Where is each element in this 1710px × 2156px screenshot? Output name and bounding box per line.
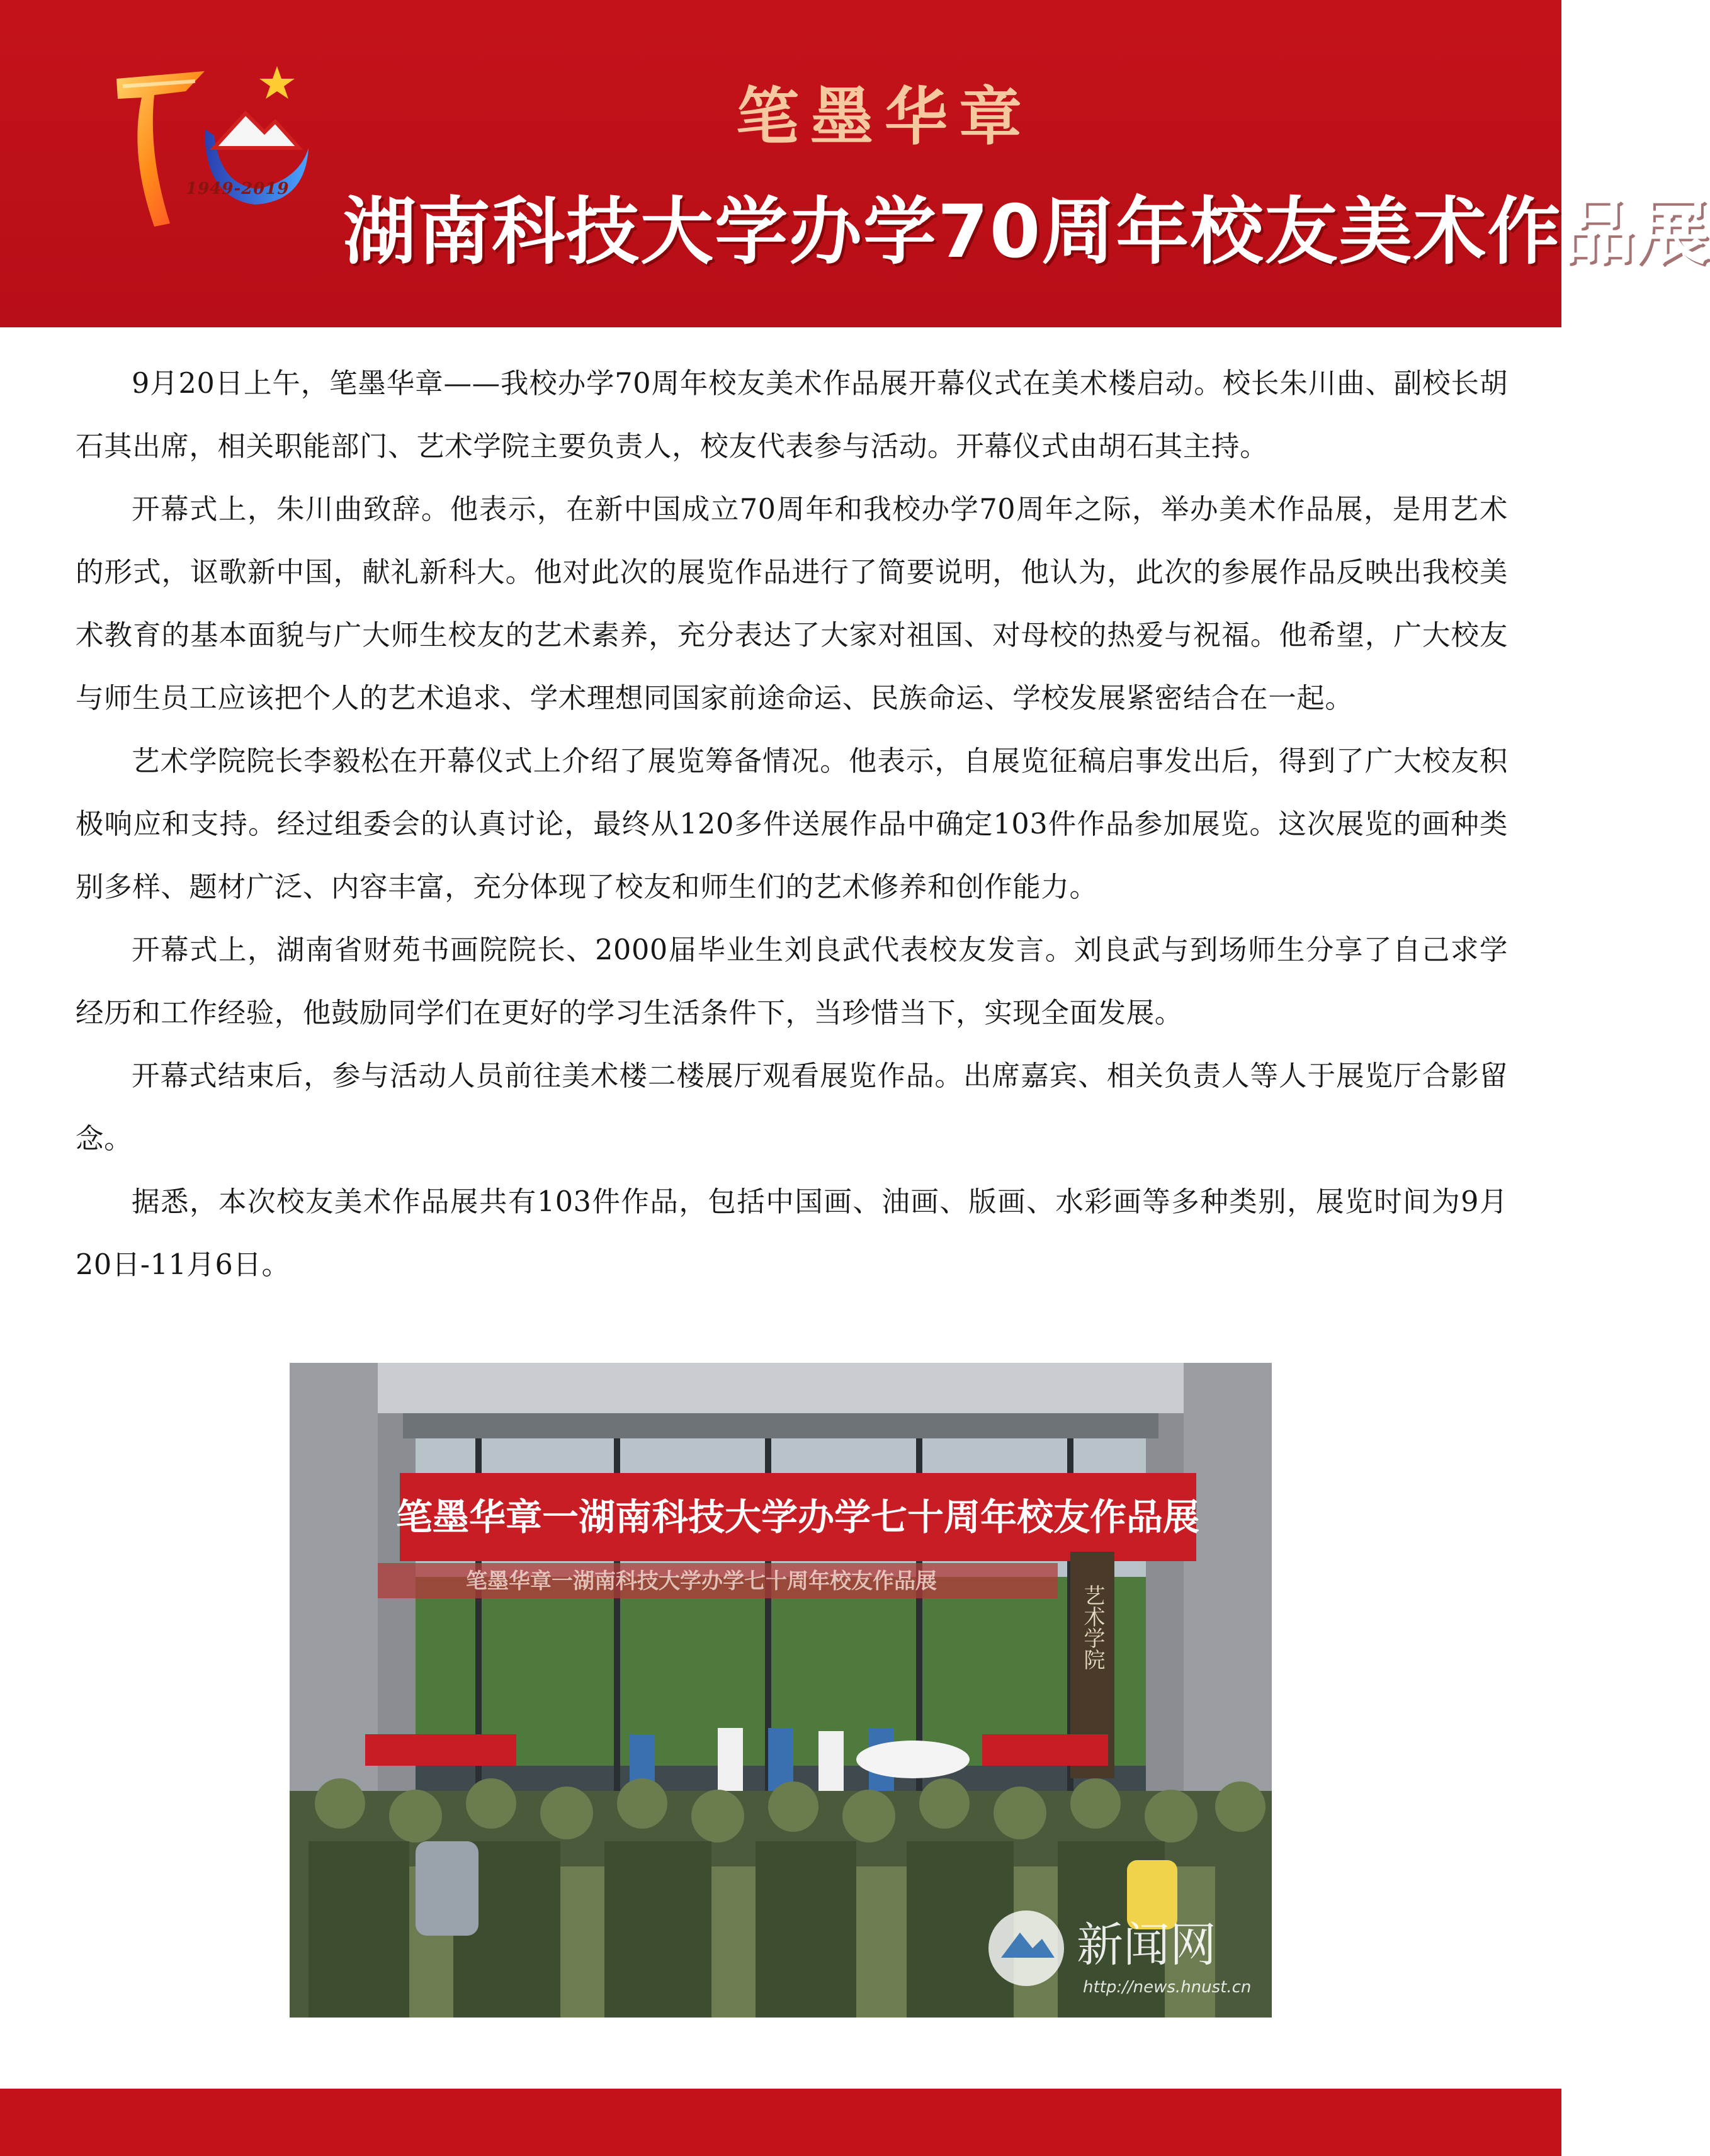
photo-sign-text: 艺术学院 [1080, 1584, 1105, 1670]
paragraph-1: 9月20日上午，笔墨华章——我校办学70周年校友美术作品展开幕仪式在美术楼启动。校长朱川曲、副校长胡石其出席，相关职能部门、艺术学院主要负责人，校友代表参与活动。开幕仪式由胡石其主持。 [76, 368, 1508, 463]
article-body [76, 353, 1508, 1297]
paragraph-3: 艺术学院院长李毅松在开幕仪式上介绍了展览筹备情况。他表示，自展览征稿启事发出后，得到了广大校友积极响应和支持。经过组委会的认真讨论，最终从120多件送展作品中确定103件作品参加展览。这次展览的画种类别多样、题材广泛、内容丰富，充分体现了校友和师生们的艺术修养和创作能力。 [76, 745, 1508, 903]
header-banner [0, 0, 1710, 327]
watermark-text: 新闻网 [1077, 1918, 1216, 1972]
reflection-banner-text: 笔墨华章一湖南科技大学办学七十周年校友作品展 [466, 1569, 937, 1594]
footer-bar [0, 2089, 1561, 2156]
paragraph-4: 开幕式上，湖南省财苑书画院院长、2000届毕业生刘良武代表校友发言。刘良武与到场师生分享了自己求学经历和工作经验，他鼓励同学们在更好的学习生活条件下，当珍惜当下，实现全面发展。 [76, 934, 1508, 1029]
logo-years: 1949-2019 [186, 179, 290, 198]
watermark-url: http://news.hnust.cn [1083, 1978, 1252, 1997]
exhibition-title: 湖南科技大学办学70周年校友美术作品展 [343, 189, 1710, 274]
exhibition-subtitle: 笔墨华章 [736, 80, 1033, 154]
photo-banner-text: 笔墨华章一湖南科技大学办学七十周年校友作品展 [395, 1496, 1200, 1538]
paragraph-6: 据悉，本次校友美术作品展共有103件作品，包括中国画、油画、版画、水彩画等多种类别，展览时间为9月20日-11月6日。 [76, 1186, 1508, 1281]
paragraph-2: 开幕式上，朱川曲致辞。他表示，在新中国成立70周年和我校办学70周年之际，举办美术作品展，是用艺术的形式，讴歌新中国，献礼新科大。他对此次的展览作品进行了简要说明，他认为，此次的参展作品反映出我校美术教育的基本面貌与广大师生校友的艺术素养，充分表达了大家对祖国、对母校的热爱与祝福。他希望，广大校友与师生员工应该把个人的艺术追求、学术理想同国家前途命运、民族命运、学校发展紧密结合在一起。 [76, 494, 1508, 714]
event-photo [290, 1363, 1272, 2018]
event-photo-image [290, 1363, 1272, 2018]
paragraph-5: 开幕式结束后，参与活动人员前往美术楼二楼展厅观看展览作品。出席嘉宾、相关负责人等人于展览厅合影留念。 [76, 1060, 1508, 1155]
